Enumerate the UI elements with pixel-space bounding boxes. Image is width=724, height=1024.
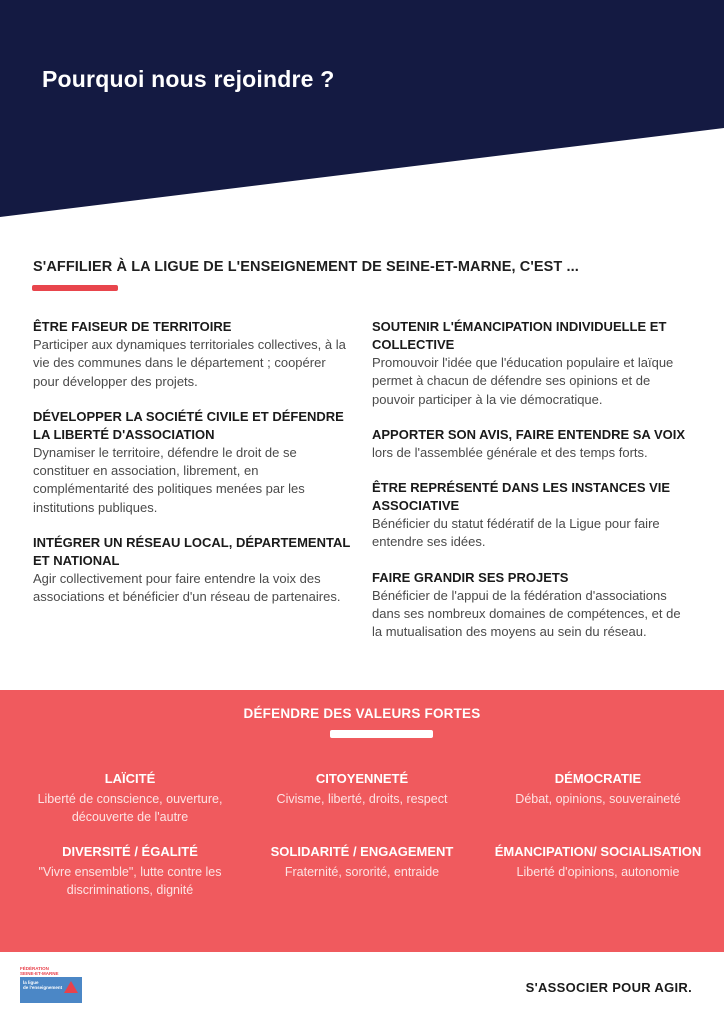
values-heading: DÉFENDRE DES VALEURS FORTES: [243, 706, 481, 721]
intro-heading: S'AFFILIER À LA LIGUE DE L'ENSEIGNEMENT DE SEINE-ET-MARNE, C'EST ...: [33, 259, 579, 275]
value-card-democratie: [480, 770, 716, 808]
benefit-title: APPORTER SON AVIS, FAIRE ENTENDRE SA VOIX: [372, 426, 686, 442]
footer-slogan: S'ASSOCIER POUR AGIR.: [525, 980, 692, 995]
benefit-title: INTÉGRER UN RÉSEAU LOCAL, DÉPARTEMENTAL ET NATIONAL: [33, 535, 351, 569]
value-title: SOLIDARITÉ / ENGAGEMENT: [270, 844, 454, 859]
logo-text: [23, 980, 62, 990]
benefit-text: Bénéficier de l'appui de la fédération d'associations dans ses nombreux domaines de compétences, et de la mutualisation des moyens au sein du réseau.: [372, 587, 681, 640]
value-text: "Vivre ensemble", lutte contre les discriminations, dignité: [38, 865, 222, 897]
value-title: ÉMANCIPATION/ SOCIALISATION: [494, 844, 702, 859]
logo-caption-federation: FÉDÉRATION: [20, 966, 49, 971]
value-title: CITOYENNETÉ: [315, 771, 409, 786]
value-title: DIVERSITÉ / ÉGALITÉ: [62, 844, 198, 859]
header-banner: [0, 0, 724, 220]
values-underline-divider: [330, 730, 433, 738]
logo-caption-department: SEINE-ET-MARNE: [20, 971, 59, 976]
value-title: LAÏCITÉ: [104, 771, 156, 786]
benefit-text: Bénéficier du statut fédératif de la Ligue pour faire entendre ses idées.: [372, 516, 660, 550]
value-card-diversite: [12, 843, 248, 899]
intro-underline-divider: [32, 285, 118, 291]
benefit-title: ÊTRE FAISEUR DE TERRITOIRE: [33, 319, 232, 334]
benefit-text: Agir collectivement pour faire entendre la voix des associations et bénéficier d'un réseau de partenaires.: [33, 571, 341, 605]
benefits-right-column: [372, 318, 692, 659]
value-card-citoyennete: [244, 770, 480, 808]
benefit-text: lors de l'assemblée générale et des temps forts.: [372, 444, 648, 460]
value-card-solidarite: [244, 843, 480, 881]
benefit-item: [372, 426, 692, 462]
value-text: Débat, opinions, souveraineté: [515, 792, 681, 806]
value-title: DÉMOCRATIE: [554, 771, 642, 786]
value-text: Fraternité, sororité, entraide: [284, 865, 440, 879]
logo-line-2: de l'enseignement: [23, 985, 63, 990]
value-text: Liberté d'opinions, autonomie: [516, 865, 680, 879]
benefit-item: [33, 318, 353, 391]
benefit-item: [372, 569, 692, 642]
benefit-item: [33, 408, 353, 517]
benefit-title: SOUTENIR L'ÉMANCIPATION INDIVIDUELLE ET COLLECTIVE: [372, 319, 667, 352]
ligue-logo: [20, 966, 84, 1006]
page-title: Pourquoi nous rejoindre ?: [42, 66, 335, 92]
logo-mark: [20, 977, 82, 1003]
benefit-text: Promouvoir l'idée que l'éducation populaire et laïque permet à chacun de défendre ses opinions et de pouvoir participer à la vie démocratique.: [372, 355, 674, 407]
header-background-shape: [0, 0, 724, 217]
benefit-item: [372, 479, 692, 552]
benefit-item: [372, 318, 692, 409]
logo-triangle-icon: [64, 981, 78, 993]
logo-line-1: la ligue: [23, 980, 39, 985]
value-text: Liberté de conscience, ouverture, découverte de l'autre: [37, 792, 223, 824]
value-card-laicite: [12, 770, 248, 826]
benefit-title: FAIRE GRANDIR SES PROJETS: [372, 569, 569, 585]
benefit-item: [33, 534, 353, 607]
benefit-title: DÉVELOPPER LA SOCIÉTÉ CIVILE ET DÉFENDRE LA LIBERTÉ D'ASSOCIATION: [33, 408, 344, 442]
value-text: Civisme, liberté, droits, respect: [276, 792, 448, 806]
benefits-left-column: [33, 318, 353, 624]
value-card-emancipation: [480, 843, 716, 881]
benefit-title: ÊTRE REPRÉSENTÉ DANS LES INSTANCES VIE ASSOCIATIVE: [372, 480, 671, 514]
benefit-text: Participer aux dynamiques territoriales collectives, à la vie des communes dans le département ; coopérer pour développer des projets.: [33, 337, 346, 389]
benefit-text: Dynamiser le territoire, défendre le droit de se constituer en association, librement, en complémentarité des politiques menées par les institutions publiques.: [33, 444, 305, 515]
